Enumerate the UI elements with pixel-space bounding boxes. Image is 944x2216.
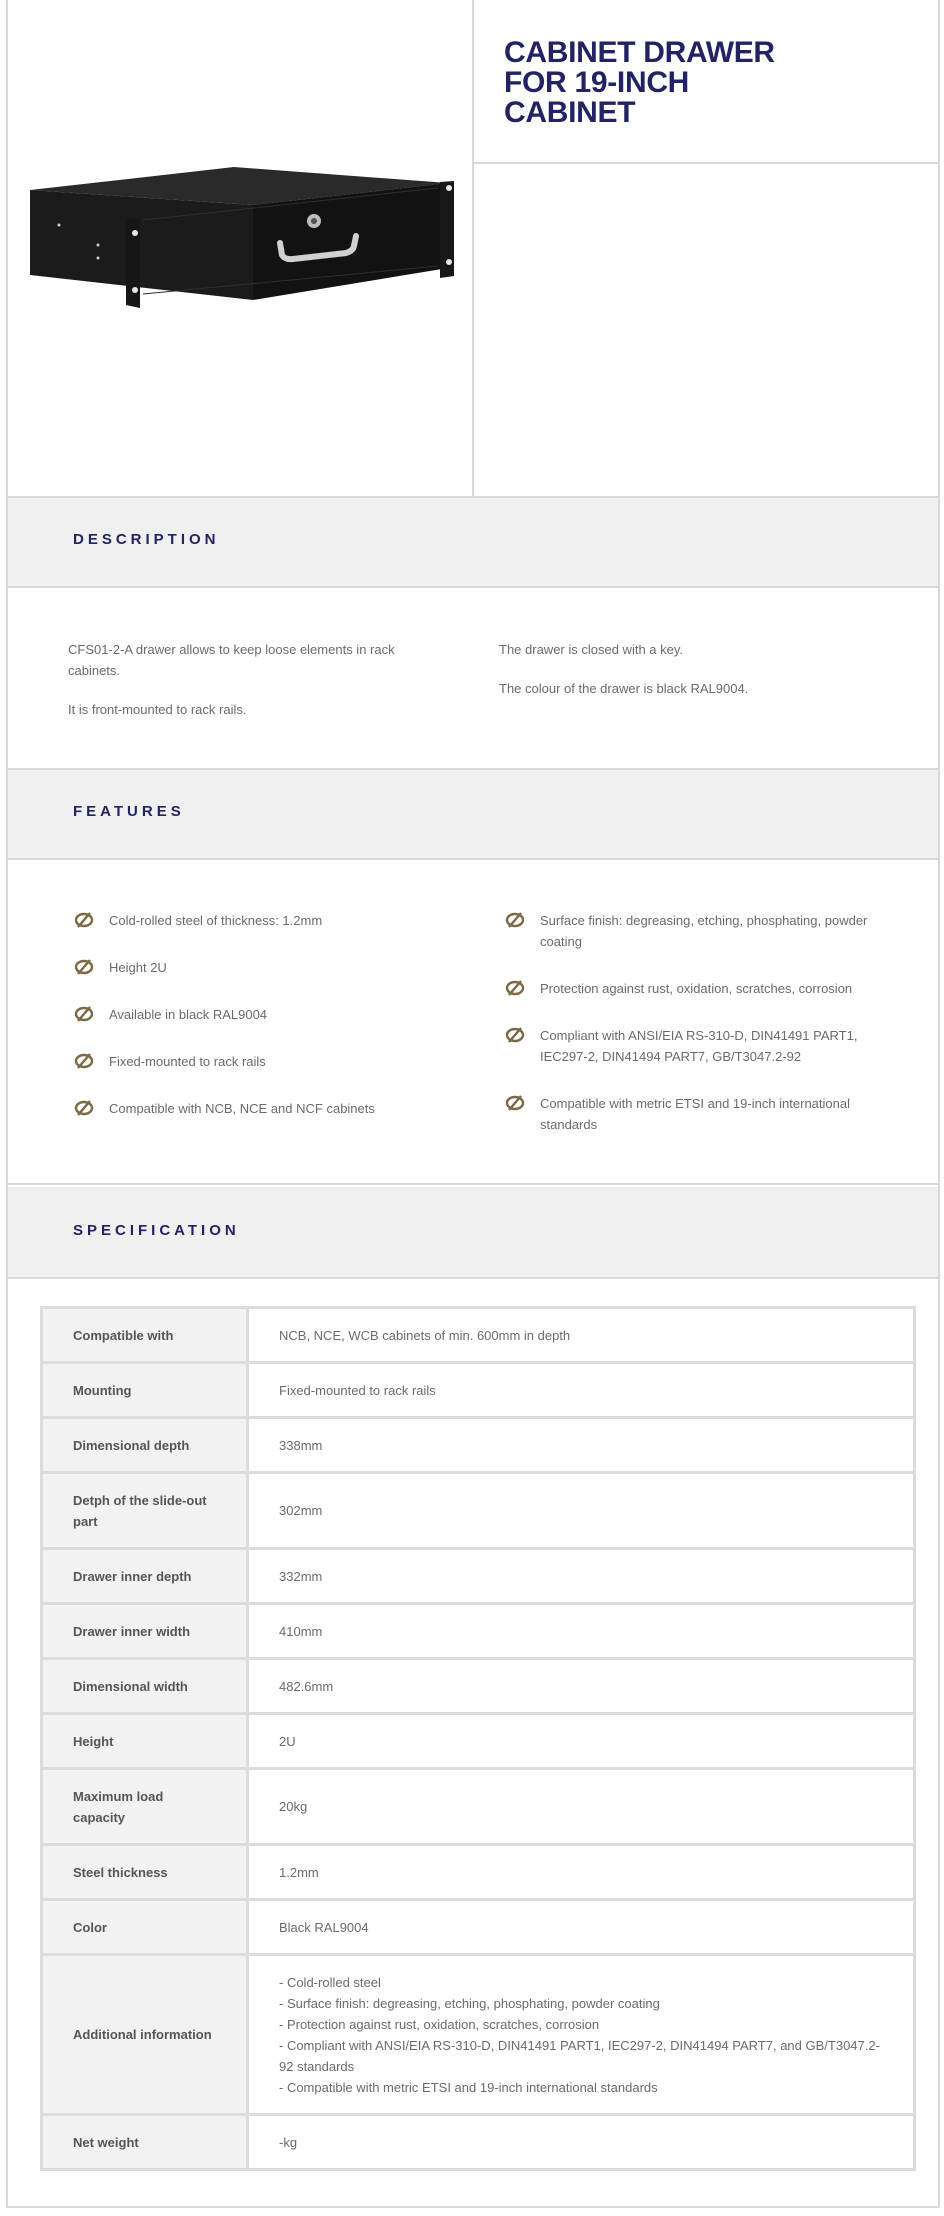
feature-item [73,1051,433,1072]
feature-item [504,978,884,999]
table-row [42,1418,915,1473]
spec-value: -kg [248,2115,915,2170]
features-header [8,770,938,860]
features-section [8,860,938,1185]
product-title-box [474,0,938,164]
spec-key: Maximum load capacity [42,1769,248,1845]
description-text: The drawer is closed with a key. [499,642,683,657]
feature-item [504,1025,884,1067]
feature-text: Compatible with metric ETSI and 19-inch international standards [540,1096,850,1132]
cabinet-drawer-image [8,0,474,496]
spec-key: Height [42,1714,248,1769]
table-row [42,2115,915,2170]
spec-value: 302mm [248,1473,915,1549]
ratio-icon [504,912,526,928]
spec-value: NCB, NCE, WCB cabinets of min. 600mm in depth [248,1308,915,1363]
feature-text: Cold-rolled steel of thickness: 1.2mm [109,913,323,928]
ratio-icon [504,980,526,996]
spec-value: 410mm [248,1604,915,1659]
ratio-icon [73,959,95,975]
feature-text: Available in black RAL9004 [109,1007,268,1022]
ratio-icon [73,1100,95,1116]
table-row [42,1714,915,1769]
spec-key: Detph of the slide-out part [42,1473,248,1549]
feature-item [504,910,884,952]
description-heading: DESCRIPTION [73,531,220,548]
table-row [42,1955,915,2115]
table-row [42,1604,915,1659]
spec-value: - Cold-rolled steel - Surface finish: degreasing, etching, phosphating, powder coating - Protection against rust, oxidation, scratches, corrosion - Compliant with ANSI/EIA RS-310-D, DIN41491 PART1, IEC297-2, DIN41494 PART7, and GB/T3047.2-92 standards - Compatible with metric ETSI and 19-inch international standards [248,1955,915,2115]
table-row [42,1549,915,1604]
ratio-icon [73,1006,95,1022]
spec-value: Black RAL9004 [248,1900,915,1955]
feature-text: Protection against rust, oxidation, scratches, corrosion [540,981,853,996]
specification-header [8,1187,938,1279]
spec-value: 1.2mm [248,1845,915,1900]
spec-key: Additional information [42,1955,248,2115]
ratio-icon [504,1027,526,1043]
spec-value: 2U [248,1714,915,1769]
specification-heading: SPECIFICATION [73,1222,240,1239]
ratio-icon [73,912,95,928]
table-row [42,1473,915,1549]
spec-key: Steel thickness [42,1845,248,1900]
table-row [42,1845,915,1900]
feature-text: Fixed-mounted to rack rails [109,1054,266,1069]
description-text: The colour of the drawer is black RAL9004. [499,681,749,696]
feature-text: Compatible with NCB, NCE and NCF cabinets [109,1101,375,1116]
spec-value: 338mm [248,1418,915,1473]
spec-key: Drawer inner depth [42,1549,248,1604]
feature-item [73,957,433,978]
spec-key: Color [42,1900,248,1955]
features-heading: FEATURES [73,803,185,820]
table-row [42,1900,915,1955]
feature-item [73,1098,433,1119]
spec-key: Net weight [42,2115,248,2170]
product-image [8,0,474,496]
feature-item [73,910,433,931]
spec-value: 332mm [248,1549,915,1604]
specification-table [40,1306,916,2171]
ratio-icon [73,1053,95,1069]
product-page [6,0,940,2208]
spec-value: 482.6mm [248,1659,915,1714]
feature-text: Surface finish: degreasing, etching, phosphating, powder coating [540,913,868,949]
spec-key: Drawer inner width [42,1604,248,1659]
feature-item [504,1093,884,1135]
description-header [8,498,938,588]
table-row [42,1308,915,1363]
spec-key: Mounting [42,1363,248,1418]
table-row [42,1363,915,1418]
spec-value: 20kg [248,1769,915,1845]
table-row [42,1769,915,1845]
feature-text: Compliant with ANSI/EIA RS-310-D, DIN41491 PART1, IEC297-2, DIN41494 PART7, GB/T3047.2-92 [540,1028,858,1064]
table-row [42,1659,915,1714]
spec-key: Dimensional depth [42,1418,248,1473]
feature-item [73,1004,433,1025]
product-hero [8,0,938,498]
spec-key: Dimensional width [42,1659,248,1714]
description-text: It is front-mounted to rack rails. [68,702,247,717]
feature-text: Height 2U [109,960,167,975]
description-section [8,588,938,770]
ratio-icon [504,1095,526,1111]
spec-value: Fixed-mounted to rack rails [248,1363,915,1418]
description-text: CFS01-2-A drawer allows to keep loose elements in rack cabinets. [68,642,395,678]
spec-key: Compatible with [42,1308,248,1363]
product-title: CABINET DRAWER FOR 19-INCH CABINET [504,36,775,129]
